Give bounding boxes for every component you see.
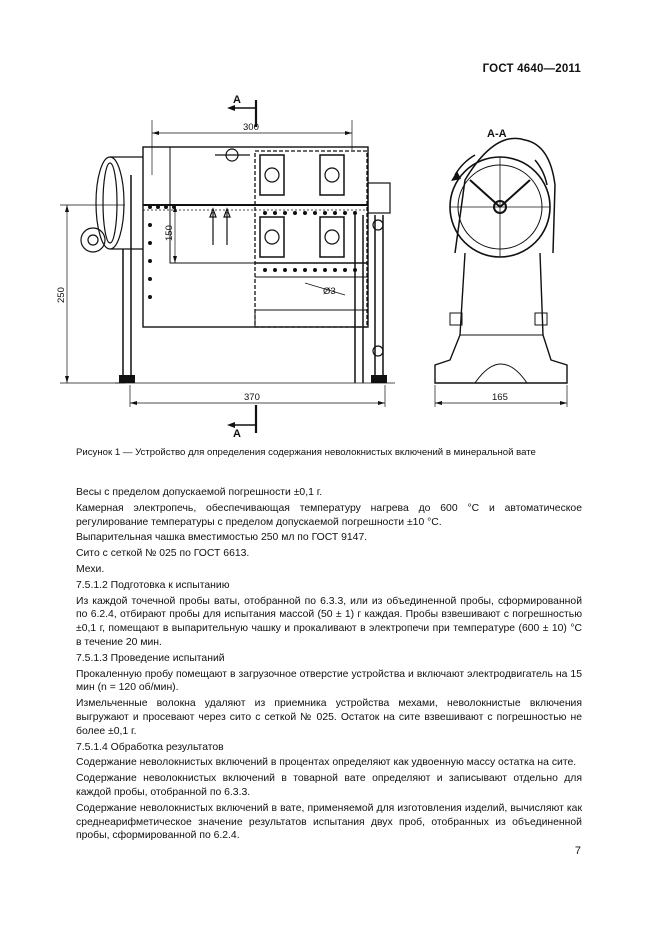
device-drawing (55, 85, 595, 440)
technical-drawing-svg (55, 85, 595, 440)
paragraph: Мехи. (76, 563, 105, 575)
paragraph: Содержание неволокнистых включений в товарной вате определяют и записывают отдельно для каждой пробы, отобранной по 6.3.3. (76, 773, 582, 798)
dim-bottom-width: 370 (244, 392, 260, 403)
page-number: 7 (574, 845, 581, 857)
dim-hole-diameter: Ø3 (323, 286, 336, 297)
dim-height-total: 250 (56, 287, 67, 303)
document-header: ГОСТ 4640—2011 (482, 63, 581, 75)
figure-caption: Рисунок 1 — Устройство для определения содержания неволокнистых включений в минеральной вате (76, 447, 536, 458)
dim-height-inner: 150 (164, 225, 175, 241)
section-view-label: А-А (487, 128, 507, 140)
section-heading: 7.5.1.2 Подготовка к испытанию (76, 579, 230, 591)
paragraph: Содержание неволокнистых включений в вате, применяемой для изготовления изделий, вычисляют как среднеарифметическое значение результатов испытания двух проб, отобранных из объединенной пробы, сформированной по 6.2.4. (76, 802, 582, 842)
section-mark-bottom: А (233, 428, 241, 440)
body-text (76, 486, 582, 845)
paragraph: Выпарительная чашка вместимостью 250 мл по ГОСТ 9147. (76, 532, 368, 544)
paragraph: Из каждой точечной пробы ваты, отобранной по 6.3.3, или из объединенной пробы, сформированной по 6.2.4, отбирают пробы для испытания массой (50 ± 1) г каждая. Пробы взвешивают с погрешностью ±0,1 г, помещают в выпарительную чашку и прокаливают в электропечи при температуре (600 ± 10) °С в течение 20 мин. (76, 595, 582, 648)
paragraph: Прокаленную пробу помещают в загрузочное отверстие устройства и включают электродвигатель на 15 мин (n = 120 об/мин). (76, 668, 582, 694)
paragraph: Весы с пределом допускаемой погрешности ±0,1 г. (76, 487, 323, 498)
section-mark-top: А (233, 94, 241, 106)
section-heading: 7.5.1.3 Проведение испытаний (76, 652, 225, 664)
paragraph: Камерная электропечь, обеспечивающая температуру нагрева до 600 °С и автоматическое регулирование температуры с пределом допускаемой погрешности ±10 °С. (76, 502, 582, 528)
paragraph: Сито с сеткой № 025 по ГОСТ 6613. (76, 548, 250, 560)
paragraph: Содержание неволокнистых включений в процентах определяют как удвоенную массу остатка на сите. (76, 757, 577, 769)
dim-side-width: 165 (492, 392, 508, 403)
dim-top-width: 300 (243, 122, 259, 133)
paragraph: Измельченные волокна удаляют из приемника устройства мехами, неволокнистые включения выгружают и просевают через сито с сеткой № 025. Остаток на сите взвешивают с погрешностью не более ±0,1 г. (76, 698, 582, 737)
section-heading: 7.5.1.4 Обработка результатов (76, 741, 224, 753)
